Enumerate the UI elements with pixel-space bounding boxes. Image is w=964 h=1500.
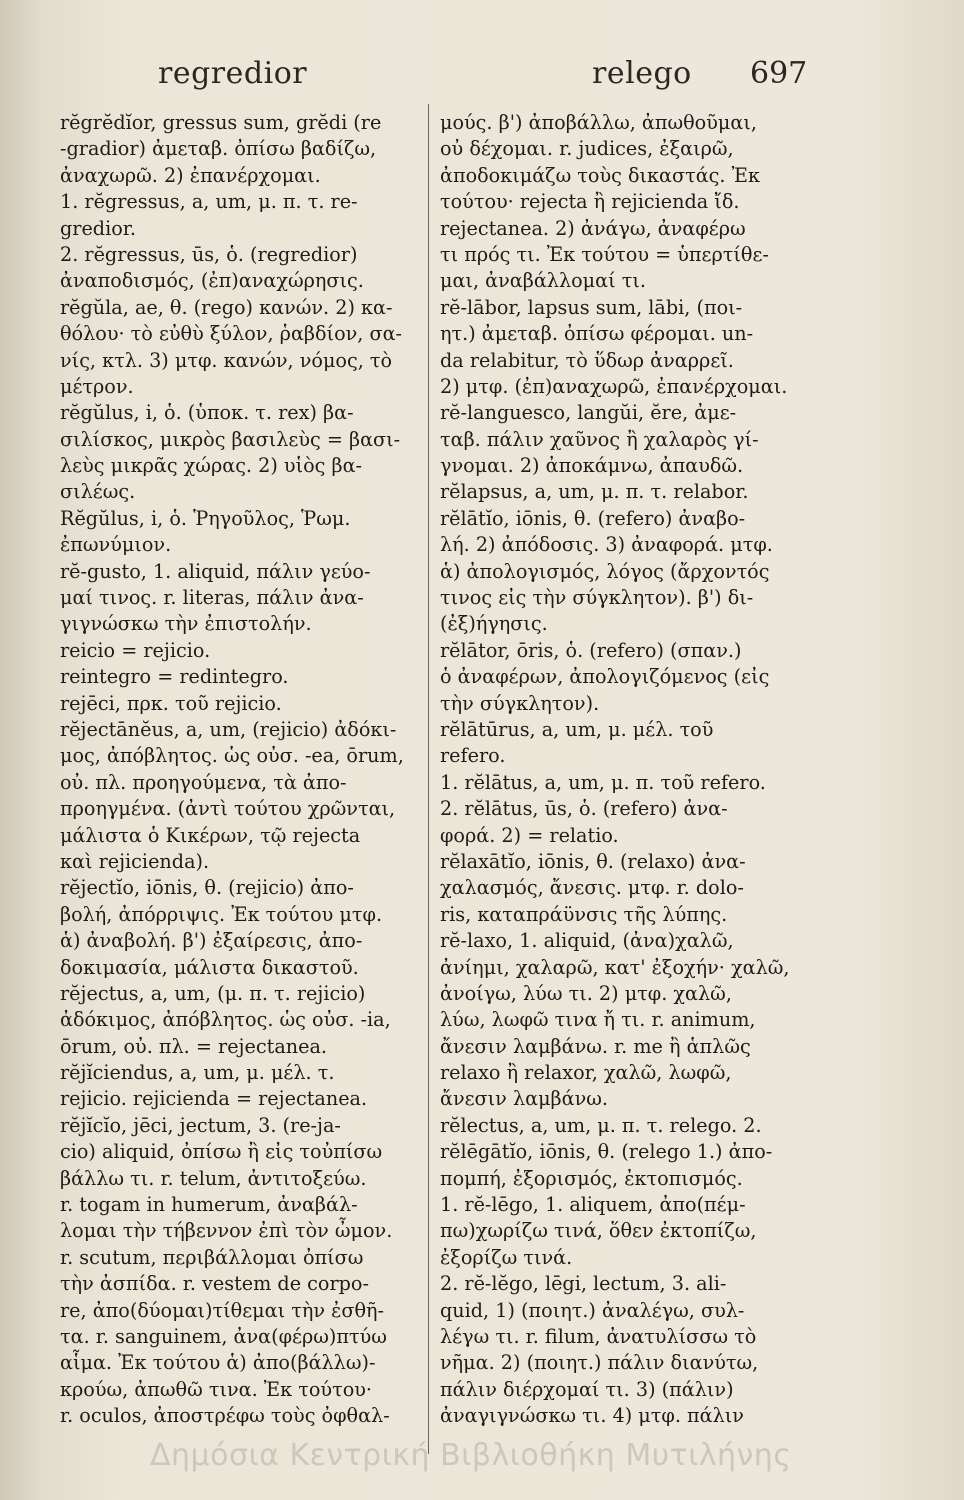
entry-line: τὴν σύγκλητον). (440, 691, 600, 715)
entry-line: (ἐξ)ήγησις. (440, 612, 548, 636)
column-divider (428, 104, 429, 1454)
entry-line: πω)χωρίζω τινά, ὅθεν ἐκτοπίζω, (440, 1219, 757, 1243)
entry-line: λέγω τι. r. filum, ἀνατυλίσσω τὸ (440, 1324, 757, 1348)
entry-line: 2) μτφ. (ἐπ)αναχωρῶ, ἐπανέρχομαι. (440, 374, 788, 398)
entry-line: rĕlātor, ōris, ὁ. (refero) (σπαν.) (440, 638, 742, 662)
entry-line: ἀνίημι, χαλαρῶ, κατ' ἐξοχήν· χαλῶ, (440, 955, 790, 979)
entry-line: νίς, κτλ. 3) μτφ. κανών, νόμος, τὸ (60, 348, 393, 372)
entry-line: καὶ rejicienda). (60, 849, 210, 873)
entry-line: βολή, ἀπόρριψις. Ἐκ τούτου μτφ. (60, 902, 383, 926)
entry-line: Rĕgŭlus, i, ὁ. Ῥηγοῦλος, Ῥωμ. (60, 506, 351, 530)
entry-line: τούτου· rejecta ἢ rejicienda ἴδ. (440, 190, 740, 214)
entry-line: τι πρός τι. Ἐκ τούτου = ὑπερτίθε- (440, 242, 769, 266)
entry-line: λομαι τὴν τήβεννον ἐπὶ τὸν ὦμον. (60, 1219, 393, 1243)
entry-line: rĕ-gusto, 1. aliquid, πάλιν γεύο- (60, 559, 371, 583)
entry-line: rejēci, πρκ. τοῦ rejicio. (60, 691, 282, 715)
entry-line: τινος εἰς τὴν σύγκλητον). β') δι- (440, 586, 754, 610)
entry-line: rĕlapsus, a, um, μ. π. τ. relabor. (440, 480, 749, 504)
entry-line: θόλου· τὸ εὐθὺ ξύλον, ῥαβδίον, σα- (60, 322, 403, 346)
entry-line: λεὺς μικρᾶς χώρας. 2) υἱὸς βα- (60, 454, 363, 478)
entry-line: λή. 2) ἀπόδοσις. 3) ἀναφορά. μτφ. (440, 533, 773, 557)
entry-line: ἀνοίγω, λύω τι. 2) μτφ. χαλῶ, (440, 981, 732, 1005)
entry-line: τα. r. sanguinem, ἀνα(φέρω)πτύω (60, 1324, 387, 1348)
entry-line: πάλιν διέρχομαί τι. 3) (πάλιν) (440, 1377, 734, 1401)
entry-line: τὴν ἀσπίδα. r. vestem de corpo- (60, 1272, 369, 1296)
entry-line: rĕ-languesco, langŭi, ĕre, ἀμε- (440, 401, 737, 425)
entry-line: r. scutum, περιβάλλομαι ὀπίσω (60, 1245, 364, 1269)
left-column (60, 110, 440, 1430)
entry-line: reicio = rejicio. (60, 638, 211, 662)
entry-line: rĕjectus, a, um, (μ. π. τ. rejicio) (60, 981, 366, 1005)
entry-line: cio) aliquid, ὀπίσω ἢ εἰς τοὐπίσω (60, 1140, 383, 1164)
entry-line: φορά. 2) = relatio. (440, 823, 619, 847)
header-right-guide-word: relego (592, 56, 692, 91)
entry-line: 1. rĕgressus, a, um, μ. π. τ. re- (60, 190, 358, 214)
entry-line: ἄνεσιν λαμβάνω. r. me ἢ ἁπλῶς (440, 1034, 751, 1058)
entry-line: προηγμένα. (ἀντὶ τούτου χρῶνται, (60, 797, 396, 821)
entry-line: rejicio. rejicienda = rejectanea. (60, 1087, 368, 1111)
entry-line: μάλιστα ὁ Κικέρων, τῷ rejecta (60, 823, 361, 847)
entry-line: gredior. (60, 216, 136, 240)
entry-line: ἀναποδισμός, (ἐπ)αναχώρησις. (60, 269, 364, 293)
entry-line: πομπή, ἐξορισμός, ἐκτοπισμός. (440, 1166, 743, 1190)
entry-line: 2. rĕ-lĕgo, lēgi, lectum, 3. ali- (440, 1272, 727, 1296)
entry-line: r. oculos, ἀποστρέφω τοὺς ὀφθαλ- (60, 1404, 390, 1428)
entry-line: ἀναγιγνώσκω τι. 4) μτφ. πάλιν (440, 1404, 744, 1428)
entry-line: σιλέως. (60, 480, 136, 504)
entry-line: rĕgrĕdĭor, gressus sum, grĕdi (re (60, 111, 382, 134)
entry-line: 2. rĕlātus, ūs, ὁ. (refero) ἀνα- (440, 797, 728, 821)
entry-line: ταβ. πάλιν χαῦνος ἢ χαλαρὸς γί- (440, 427, 759, 451)
entry-line: ἐπωνύμιον. (60, 533, 172, 557)
entry-line: ητ.) ἀμεταβ. ὀπίσω φέρομαι. un- (440, 322, 754, 346)
entry-line: rĕ-laxo, 1. aliquid, (ἀνα)χαλῶ, (440, 929, 734, 953)
entry-line: 2. rĕgressus, ūs, ὁ. (regredior) (60, 242, 358, 266)
entry-line: ἐξορίζω τινά. (440, 1245, 573, 1269)
entry-line: rĕgŭlus, i, ὁ. (ὑποκ. τ. rex) βα- (60, 401, 354, 425)
entry-line: μαι, ἀναβάλλομαί τι. (440, 269, 646, 293)
entry-line: ἁ) ἀναβολή. β') ἐξαίρεσις, ἀπο- (60, 929, 363, 953)
running-header (60, 56, 814, 104)
entry-line: γιγνώσκω τὴν ἐπιστολήν. (60, 612, 312, 636)
entry-line: 1. rĕlātus, a, um, μ. π. τοῦ refero. (440, 770, 766, 794)
entry-line: μέτρον. (60, 374, 134, 398)
entry-line: μαί τινος. r. literas, πάλιν ἀνα- (60, 586, 364, 610)
entry-line: quid, 1) (ποιητ.) ἀναλέγω, συλ- (440, 1298, 745, 1322)
entry-line: rĕjĭciendus, a, um, μ. μέλ. τ. (60, 1061, 335, 1085)
entry-line: 1. rĕ-lēgo, 1. aliquem, ἀπο(πέμ- (440, 1193, 746, 1217)
entry-line: γνομαι. 2) ἀποκάμνω, ἀπαυδῶ. (440, 454, 744, 478)
entry-line: λύω, λωφῶ τινα ἤ τι. r. animum, (440, 1008, 756, 1032)
entry-line: ἀναχωρῶ. 2) ἐπανέρχομαι. (60, 163, 321, 187)
entry-line: rĕjectānĕus, a, um, (rejicio) ἀδόκι- (60, 717, 397, 741)
entry-line: rĕlēgātĭo, iōnis, θ. (relego 1.) ἀπο- (440, 1140, 773, 1164)
entry-line: ὁ ἀναφέρων, ἀπολογιζόμενος (εἰς (440, 665, 770, 689)
entry-line: rĕ-lābor, lapsus sum, lābi, (ποι- (440, 295, 743, 319)
header-left-guide-word: regredior (158, 56, 308, 91)
entry-line: ἄνεσιν λαμβάνω. (440, 1087, 608, 1111)
entry-line: -gradior) ἀμεταβ. ὀπίσω βαδίζω, (60, 137, 377, 161)
entry-line: rĕlaxātĭo, iōnis, θ. (relaxo) ἀνα- (440, 849, 746, 873)
entry-line: οὐ. πλ. προηγούμενα, τὰ ἀπο- (60, 770, 347, 794)
entry-line: rĕjĭcĭo, jēci, jectum, 3. (re-ja- (60, 1113, 341, 1137)
entry-line: ris, καταπράϋνσις τῆς λύπης. (440, 902, 728, 926)
entry-line: χαλασμός, ἄνεσις. μτφ. r. dolo- (440, 876, 744, 900)
entry-line: αἷμα. Ἐκ τούτου ἁ) ἀπο(βάλλω)- (60, 1351, 376, 1375)
entry-line: rĕlectus, a, um, μ. π. τ. relego. 2. (440, 1113, 762, 1137)
entry-line: σιλίσκος, μικρὸς βασιλεὺς = βασι- (60, 427, 401, 451)
library-watermark: Δημόσια Κεντρική Βιβλιοθήκη Μυτιλήνης (150, 1438, 792, 1473)
entry-line: βάλλω τι. r. telum, ἀντιτοξεύω. (60, 1166, 367, 1190)
page-number: 697 (750, 56, 808, 91)
entry-line: rejectanea. 2) ἀνάγω, ἀναφέρω (440, 216, 746, 240)
entry-line: ōrum, οὐ. πλ. = rejectanea. (60, 1034, 328, 1058)
entry-line: rĕlātĭo, iōnis, θ. (refero) ἀναβο- (440, 506, 746, 530)
entry-line: δοκιμασία, μάλιστα δικαστοῦ. (60, 955, 359, 979)
entry-line: ἀδόκιμος, ἀπόβλητος. ὡς οὐσ. -ia, (60, 1008, 391, 1032)
entry-line: relaxo ἢ relaxor, χαλῶ, λωφῶ, (440, 1061, 732, 1085)
entry-line: re, ἀπο(δύομαι)τίθεμαι τὴν ἐσθῆ- (60, 1298, 385, 1322)
entry-line: οὐ δέχομαι. r. judices, ἐξαιρῶ, (440, 137, 734, 161)
entry-line: reintegro = redintegro. (60, 665, 289, 689)
entry-line: μούς. β') ἀποβάλλω, ἀπωθοῦμαι, (440, 111, 757, 134)
entry-line: refero. (440, 744, 506, 768)
entry-line: rĕjectĭo, iōnis, θ. (rejicio) ἀπο- (60, 876, 354, 900)
entry-line: r. togam in humerum, ἀναβάλ- (60, 1193, 358, 1217)
entry-line: rĕgŭla, ae, θ. (rego) κανών. 2) κα- (60, 295, 393, 319)
entry-line: νῆμα. 2) (ποιητ.) πάλιν διανύτω, (440, 1351, 759, 1375)
entry-line: μος, ἀπόβλητος. ὡς οὐσ. -ea, ōrum, (60, 744, 404, 768)
entry-line: da relabitur, τὸ ὕδωρ ἀναρρεῖ. (440, 348, 734, 372)
right-column (440, 110, 840, 1430)
entry-line: rĕlātūrus, a, um, μ. μέλ. τοῦ (440, 717, 714, 741)
entry-line: κρούω, ἀπωθῶ τινα. Ἐκ τούτου· (60, 1377, 373, 1401)
entry-line: ἀποδοκιμάζω τοὺς δικαστάς. Ἐκ (440, 163, 760, 187)
entry-line: ἁ) ἀπολογισμός, λόγος (ἄρχοντός (440, 559, 770, 583)
